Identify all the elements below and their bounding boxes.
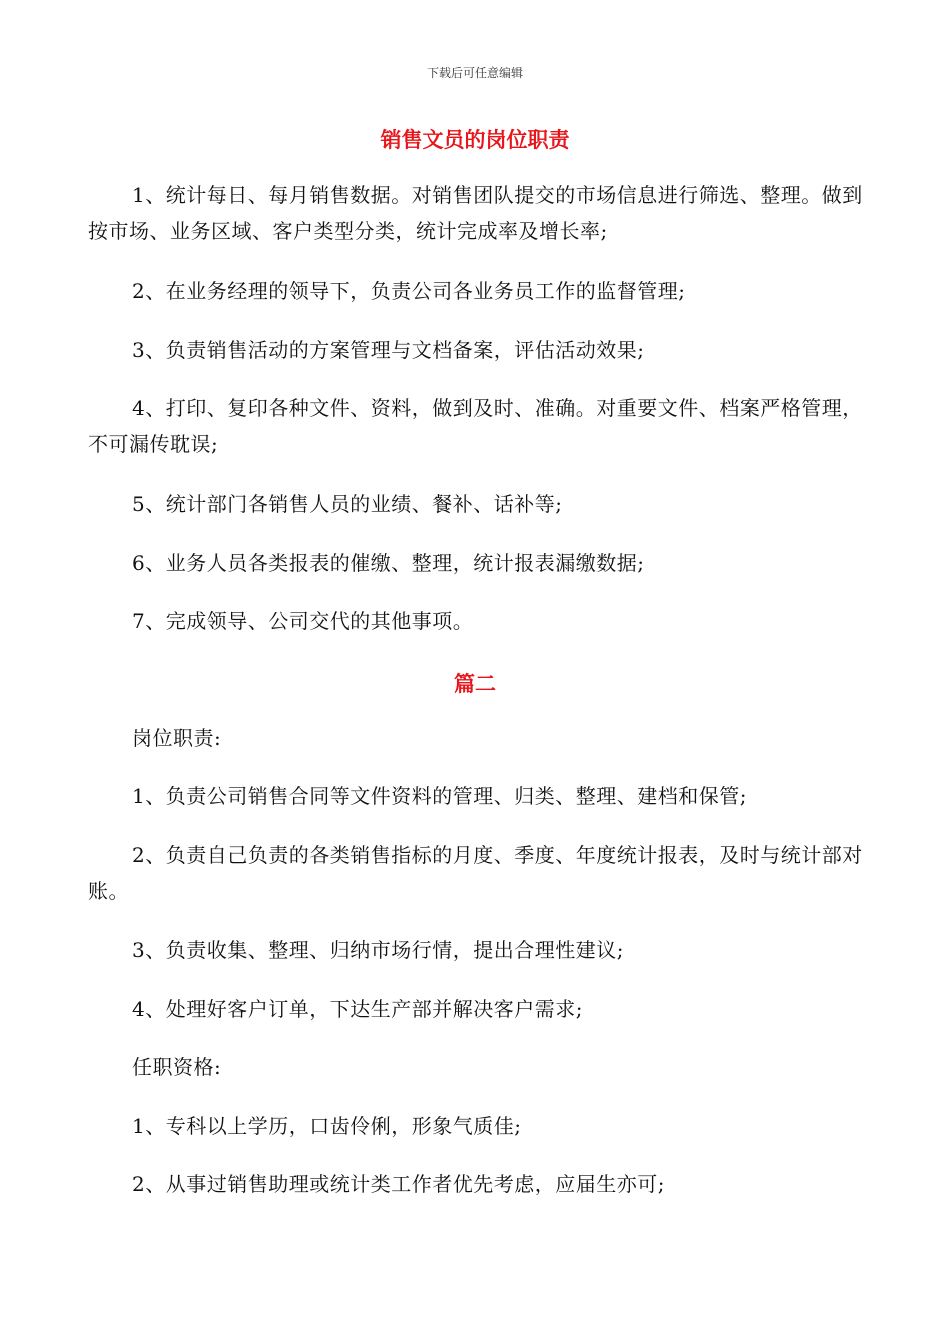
section1-item-6: 6、业务人员各类报表的催缴、整理，统计报表漏缴数据;: [132, 551, 645, 575]
header-note: 下载后可任意编辑: [426, 66, 523, 80]
section2-title: 篇二: [454, 671, 496, 696]
duties-item-2: 2、负责自己负责的各类销售指标的月度、季度、年度统计报表，及时与统计部对账。: [88, 843, 863, 903]
section1-item-7: 7、完成领导、公司交代的其他事项。: [132, 609, 474, 633]
section1-item-1: 1、统计每日、每月销售数据。对销售团队提交的市场信息进行筛选、整理。做到按市场、业务区域、客户类型分类，统计完成率及增长率;: [88, 183, 863, 243]
section1-item-5: 5、统计部门各销售人员的业绩、餐补、话补等;: [132, 492, 563, 516]
qualifications-item-1: 1、专科以上学历，口齿伶俐，形象气质佳;: [132, 1114, 522, 1138]
section1-item-3: 3、负责销售活动的方案管理与文档备案，评估活动效果;: [132, 338, 645, 362]
qualifications-item-2: 2、从事过销售助理或统计类工作者优先考虑，应届生亦可;: [132, 1172, 665, 1196]
document-title: 销售文员的岗位职责: [380, 127, 570, 152]
duties-heading: 岗位职责:: [132, 726, 222, 750]
duties-item-4: 4、处理好客户订单，下达生产部并解决客户需求;: [132, 997, 583, 1021]
section1-item-2: 2、在业务经理的领导下，负责公司各业务员工作的监督管理;: [132, 279, 686, 303]
duties-item-1: 1、负责公司销售合同等文件资料的管理、归类、整理、建档和保管;: [132, 784, 747, 808]
duties-item-3: 3、负责收集、整理、归纳市场行情，提出合理性建议;: [132, 938, 624, 962]
qualifications-heading: 任职资格:: [132, 1055, 222, 1079]
section1-item-4: 4、打印、复印各种文件、资料，做到及时、准确。对重要文件、档案严格管理，不可漏传耽误;: [88, 396, 863, 456]
